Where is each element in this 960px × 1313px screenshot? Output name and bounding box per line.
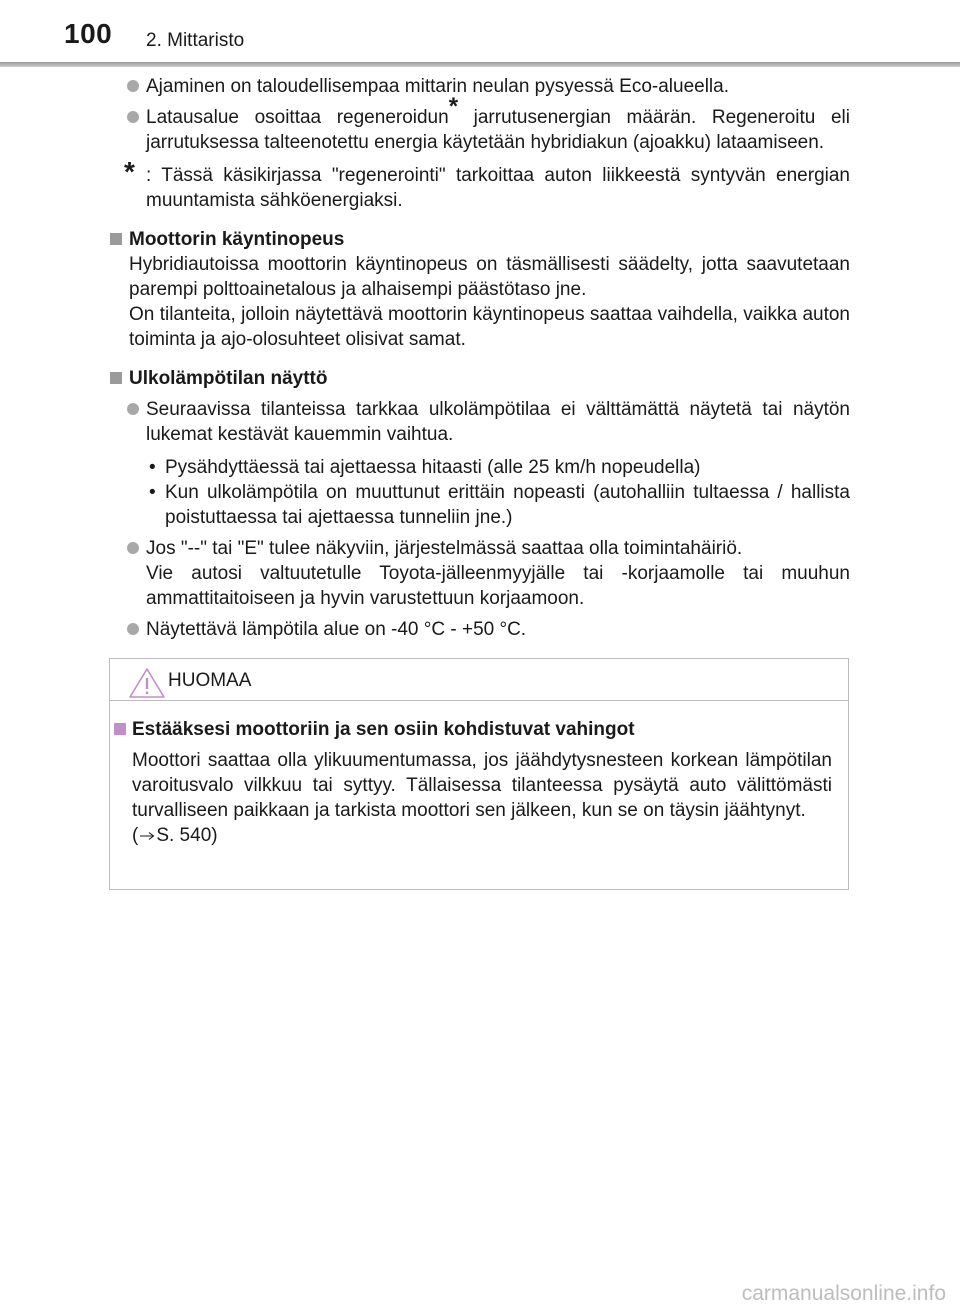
reference-open: ( — [132, 825, 139, 846]
heading-outside-temp — [110, 366, 850, 391]
bullet-dot-icon — [127, 111, 139, 123]
bullet-text-start: Latausalue osoittaa regeneroidun — [146, 107, 449, 128]
list-item-text: Pysähdyttäessä tai ajettaessa hitaasti (alle 25 km/h nopeudella) — [165, 457, 701, 478]
list-item — [110, 455, 850, 480]
heading-text: Ulkolämpötilan näyttö — [129, 368, 328, 389]
paragraph: On tilanteita, jolloin näytettävä moottorin käyntinopeus saattaa vaihdella, vaikka auton toiminta ja ajo-olosuhteet olisivat samat. — [129, 304, 850, 350]
bullet-text: Seuraavissa tilanteissa tarkkaa ulkolämpötilaa ei välttämättä näytetä tai näytön lukemat kestävät kauemmin vaihtua. — [146, 399, 850, 445]
list-item — [110, 480, 850, 530]
footnote — [110, 156, 850, 213]
bullet-temp-range — [110, 617, 850, 642]
section-title: 2. Mittaristo — [146, 30, 245, 51]
arrow-right-icon — [139, 831, 155, 841]
bullet-eco-zone — [110, 74, 850, 99]
warning-triangle-icon — [128, 667, 166, 699]
bullet-temp-situations — [110, 397, 850, 447]
page-content — [110, 68, 850, 642]
header-rule — [0, 62, 960, 67]
heading-engine-speed — [110, 227, 850, 252]
notice-square-icon — [114, 723, 126, 735]
list-dot: • — [149, 482, 156, 503]
bullet-dot-icon — [127, 623, 139, 635]
notice-heading — [110, 717, 832, 742]
notice-header — [110, 659, 848, 701]
notice-body — [110, 701, 848, 848]
notice-heading-text: Estääksesi moottoriin ja sen osiin kohdistuvat vahingot — [132, 719, 635, 740]
page-number: 100 — [64, 18, 113, 49]
notice-box — [109, 658, 849, 890]
bullet-dot-icon — [127, 403, 139, 415]
notice-text: Moottori saattaa olla ylikuumentumassa, jos jäähdytysnesteen korkean lämpötilan varoitusvalo vilkkuu tai syttyy. Tällaisessa tilanteessa pysäytä auto välittömästi turvalliseen paikkaan ja tarkista moottori sen jälkeen, kun se on täysin jäähtynyt. — [132, 750, 832, 821]
bullet-malfunction — [110, 536, 850, 561]
bullet-text: Ajaminen on taloudellisempaa mittarin neulan pysyessä Eco-alueella. — [146, 76, 729, 97]
paragraph: Hybridiautoissa moottorin käyntinopeus on täsmällisesti säädelty, jotta saavutetaan parempi polttoainetalous ja alhaisempi päästötaso jne. — [129, 254, 850, 300]
bullet-text: Jos "--" tai "E" tulee näkyviin, järjestelmässä saattaa olla toimintahäiriö. — [146, 538, 743, 559]
paragraph: Vie autosi valtuutetulle Toyota-jälleenmyyjälle tai -korjaamolle tai muuhun ammattitaitoiseen ja hyvin varustettuun korjaamoon. — [146, 563, 850, 609]
list-item-text: Kun ulkolämpötila on muuttunut erittäin nopeasti (autohalliin tultaessa / hallista poistuttaessa tai ajettaessa tunneliin jne.) — [165, 482, 850, 528]
footnote-mark: * — [124, 156, 135, 187]
list-dot: • — [149, 457, 156, 478]
footnote-star: * — [448, 92, 459, 120]
page-reference — [110, 823, 832, 848]
reference-text: S. 540) — [156, 825, 218, 846]
bullet-text: Näytettävä lämpötila alue on -40 °C - +50 °C. — [146, 619, 527, 640]
bullet-dot-icon — [127, 542, 139, 554]
watermark: carmanualsonline.info — [741, 1282, 946, 1305]
footnote-text: : Tässä käsikirjassa "regenerointi" tarkoittaa auton liikkeestä syntyvän energian muuntamista sähköenergiaksi. — [146, 165, 850, 211]
bullet-charge-zone — [110, 92, 850, 155]
heading-square-icon — [110, 372, 122, 384]
notice-title: HUOMAA — [168, 670, 252, 691]
heading-text: Moottorin käyntinopeus — [129, 229, 345, 250]
bullet-text-end: jarrutusenergian määrän. Regeneroitu eli jarrutuksessa talteenotettu energia käytetään hybridiakun (ajoakku) lataamiseen. — [146, 107, 850, 153]
heading-square-icon — [110, 233, 122, 245]
bullet-dot-icon — [127, 80, 139, 92]
